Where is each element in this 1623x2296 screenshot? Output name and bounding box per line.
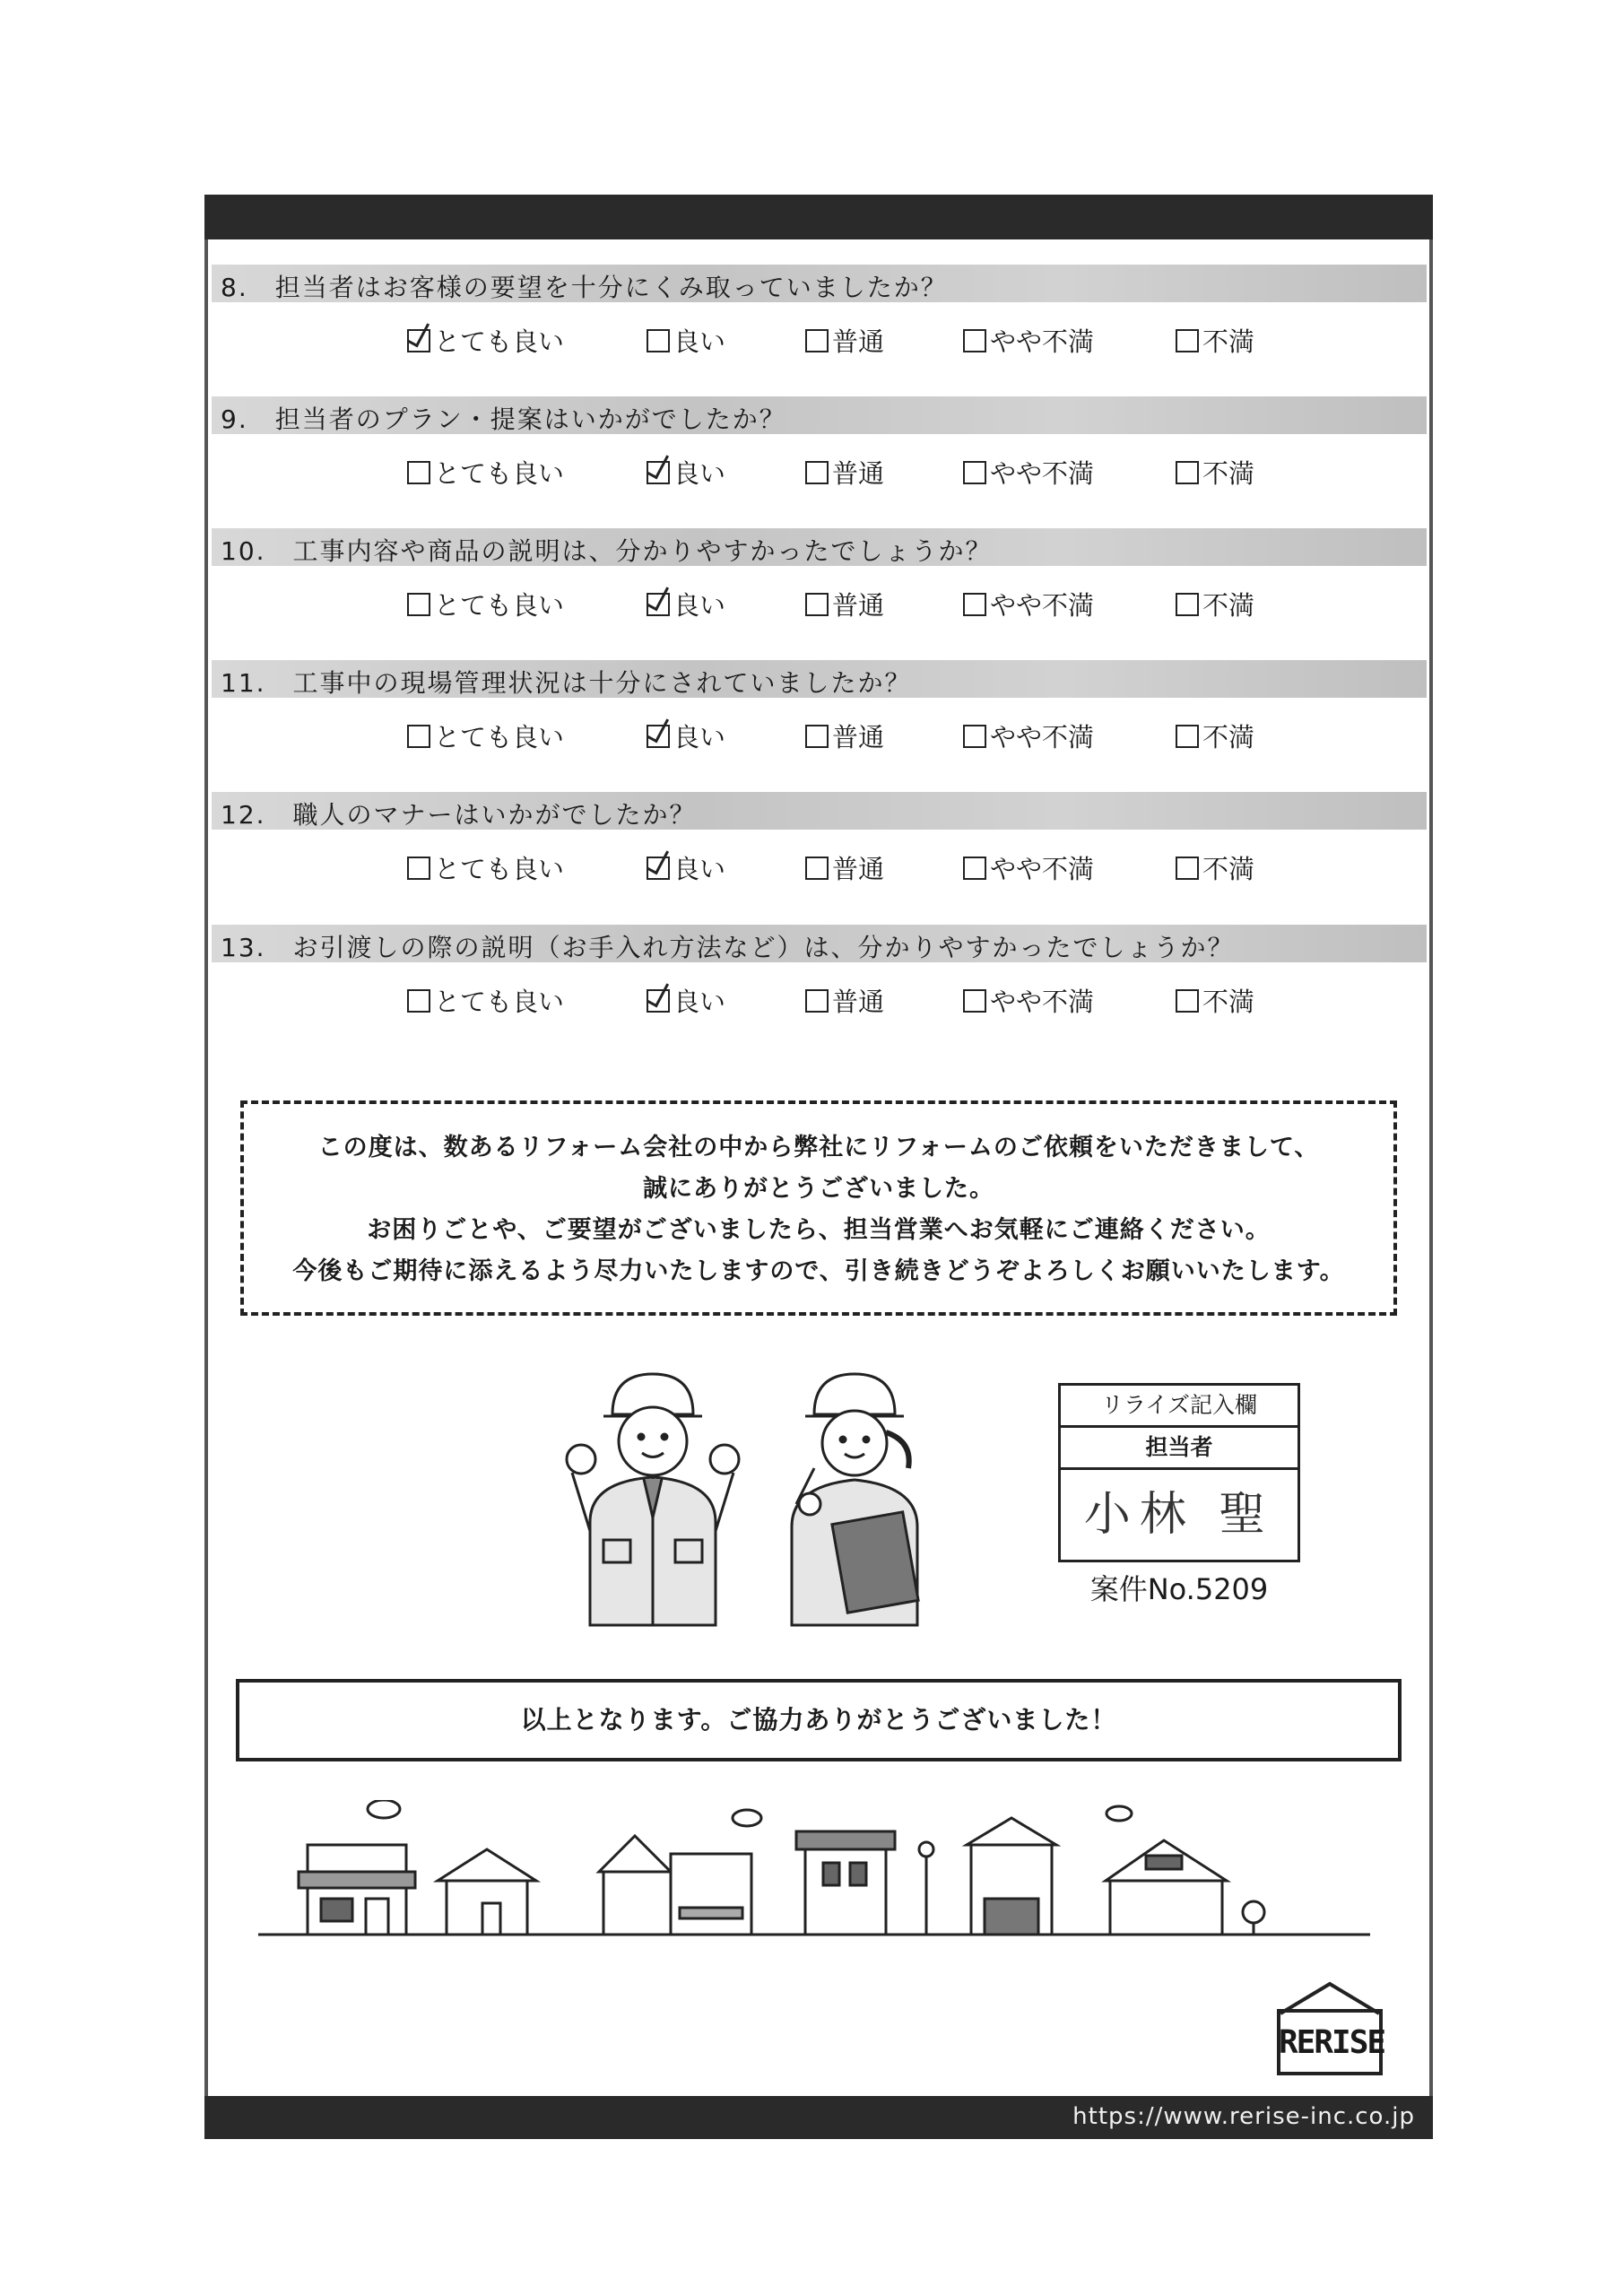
question-11 (212, 660, 1427, 761)
staff-label: 担当者 (1058, 1428, 1300, 1470)
question-text: 9. 担当者のプラン・提案はいかがでしたか？ (221, 404, 786, 434)
checked-checkbox-icon[interactable] (647, 461, 670, 484)
option-label: とても良い (434, 987, 565, 1017)
survey-sheet (204, 195, 1433, 2130)
rating-option[interactable] (963, 454, 1094, 491)
checkbox-icon[interactable] (1176, 593, 1199, 616)
rating-option[interactable] (647, 322, 725, 359)
rating-option[interactable] (1176, 586, 1254, 622)
option-label: 不満 (1202, 854, 1255, 884)
option-label: とても良い (434, 854, 565, 884)
option-label: 良い (673, 722, 726, 752)
checkbox-icon[interactable] (963, 857, 986, 880)
question-band (212, 396, 1427, 434)
checkbox-icon[interactable] (1176, 329, 1199, 352)
rating-options (212, 962, 1427, 1025)
option-label: 普通 (832, 590, 885, 621)
option-label: 不満 (1202, 326, 1255, 357)
rating-options (212, 698, 1427, 761)
rating-option[interactable] (805, 718, 884, 754)
case-number: 案件No.5209 (1089, 1572, 1269, 1606)
question-8 (212, 265, 1427, 365)
option-label: 不満 (1202, 722, 1255, 752)
option-label: やや不満 (990, 722, 1095, 752)
question-13 (212, 925, 1427, 1025)
checkbox-icon[interactable] (1176, 725, 1199, 748)
checked-checkbox-icon[interactable] (647, 857, 670, 880)
rating-option[interactable] (1176, 849, 1254, 886)
record-header: リライズ記入欄 (1058, 1383, 1300, 1428)
option-label: やや不満 (990, 590, 1095, 621)
staff-illustration (554, 1361, 976, 1630)
rating-option[interactable] (647, 718, 725, 754)
option-label: 不満 (1202, 987, 1255, 1017)
rating-option[interactable] (963, 849, 1094, 886)
rating-option[interactable] (647, 849, 725, 886)
message-line-4: 今後もご期待に添えるよう尽力いたしますので、引き続きどうぞよろしくお願いいたします。 (292, 1257, 1345, 1285)
rating-option[interactable] (805, 454, 884, 491)
option-label: 普通 (832, 326, 885, 357)
question-text: 11. 工事中の現場管理状況は十分にされていましたか？ (221, 668, 912, 698)
checkbox-icon[interactable] (805, 461, 829, 484)
message-line-1: この度は、数あるリフォーム会社の中から弊社にリフォームのご依頼をいただきまして、 (317, 1134, 1320, 1161)
option-label: やや不満 (990, 326, 1095, 357)
question-band (212, 660, 1427, 698)
option-label: とても良い (434, 458, 565, 489)
option-label: 普通 (832, 987, 885, 1017)
question-12 (212, 792, 1427, 892)
rating-option[interactable] (1176, 454, 1254, 491)
rating-option[interactable] (647, 586, 725, 622)
checkbox-icon[interactable] (407, 725, 430, 748)
checkbox-icon[interactable] (647, 329, 670, 352)
rating-option[interactable] (1176, 322, 1254, 359)
question-text: 8. 担当者はお客様の要望を十分にくみ取っていましたか？ (221, 273, 948, 302)
rating-option[interactable] (963, 718, 1094, 754)
checkbox-icon[interactable] (805, 989, 829, 1013)
rating-option[interactable] (1176, 718, 1254, 754)
checkbox-icon[interactable] (963, 989, 986, 1013)
option-label: 良い (673, 590, 726, 621)
rating-option[interactable] (407, 322, 564, 359)
checked-checkbox-icon[interactable] (407, 329, 430, 352)
question-band (212, 792, 1427, 830)
rating-option[interactable] (407, 718, 564, 754)
option-label: 良い (673, 854, 726, 884)
checkbox-icon[interactable] (805, 329, 829, 352)
checkbox-icon[interactable] (407, 593, 430, 616)
checkbox-icon[interactable] (963, 329, 986, 352)
checkbox-icon[interactable] (1176, 461, 1199, 484)
checkbox-icon[interactable] (407, 857, 430, 880)
rating-option[interactable] (963, 982, 1094, 1019)
rating-option[interactable] (647, 982, 725, 1019)
rating-option[interactable] (963, 586, 1094, 622)
rating-option[interactable] (407, 982, 564, 1019)
checkbox-icon[interactable] (1176, 857, 1199, 880)
question-text: 12. 職人のマナーはいかがでしたか？ (221, 800, 697, 830)
rerise-logo (1271, 1979, 1388, 2078)
option-label: やや不満 (990, 987, 1095, 1017)
rating-option[interactable] (805, 322, 884, 359)
left-border (204, 239, 208, 2096)
option-label: とても良い (434, 326, 565, 357)
bottom-bar (204, 2096, 1433, 2139)
option-label: 良い (673, 458, 726, 489)
checked-checkbox-icon[interactable] (647, 725, 670, 748)
checkbox-icon[interactable] (805, 725, 829, 748)
rating-option[interactable] (407, 454, 564, 491)
rating-option[interactable] (805, 849, 884, 886)
message-line-3: お困りごとや、ご要望がございましたら、担当営業へお気軽にご連絡ください。 (367, 1216, 1271, 1244)
closing-message: 以上となります。ご協力ありがとうございました！ (236, 1679, 1402, 1761)
rating-option[interactable] (805, 982, 884, 1019)
checked-checkbox-icon[interactable] (647, 989, 670, 1013)
question-text: 13. お引渡しの際の説明（お手入れ方法など）は、分かりやすかったでしょうか？ (221, 933, 1235, 962)
question-band (212, 528, 1427, 566)
rating-option[interactable] (1176, 982, 1254, 1019)
question-text: 10. 工事内容や商品の説明は、分かりやすかったでしょうか？ (221, 536, 993, 566)
rating-option[interactable] (407, 586, 564, 622)
checked-checkbox-icon[interactable] (647, 593, 670, 616)
town-illustration (258, 1800, 1370, 1952)
option-label: 不満 (1202, 590, 1255, 621)
checkbox-icon[interactable] (1176, 989, 1199, 1013)
option-label: 普通 (832, 722, 885, 752)
rerise-record-box (1058, 1383, 1300, 1562)
option-label: 不満 (1202, 458, 1255, 489)
right-border (1429, 239, 1433, 2096)
rating-options (212, 566, 1427, 629)
option-label: 良い (673, 987, 726, 1017)
website-link[interactable]: https://www.rerise-inc.co.jp (1072, 2103, 1415, 2130)
option-label: 良い (673, 326, 726, 357)
top-bar (204, 195, 1433, 239)
option-label: とても良い (434, 590, 565, 621)
rating-option[interactable] (963, 322, 1094, 359)
checkbox-icon[interactable] (805, 857, 829, 880)
staff-name-signature: 小林 聖 (1058, 1470, 1300, 1562)
question-10 (212, 528, 1427, 629)
rating-options (212, 830, 1427, 892)
checkbox-icon[interactable] (963, 461, 986, 484)
question-band (212, 925, 1427, 962)
option-label: 普通 (832, 458, 885, 489)
checkbox-icon[interactable] (963, 725, 986, 748)
rating-option[interactable] (407, 849, 564, 886)
option-label: 普通 (832, 854, 885, 884)
question-band (212, 265, 1427, 302)
rating-options (212, 302, 1427, 365)
option-label: やや不満 (990, 458, 1095, 489)
checkbox-icon[interactable] (963, 593, 986, 616)
checkbox-icon[interactable] (407, 461, 430, 484)
checkbox-icon[interactable] (407, 989, 430, 1013)
rating-option[interactable] (647, 454, 725, 491)
message-line-2: 誠にありがとうございました。 (643, 1175, 994, 1203)
rating-option[interactable] (805, 586, 884, 622)
rating-options (212, 434, 1427, 497)
thank-you-message-box (240, 1100, 1397, 1316)
option-label: やや不満 (990, 854, 1095, 884)
checkbox-icon[interactable] (805, 593, 829, 616)
logo-text: RERISE (1279, 2024, 1385, 2061)
option-label: とても良い (434, 722, 565, 752)
question-9 (212, 396, 1427, 497)
